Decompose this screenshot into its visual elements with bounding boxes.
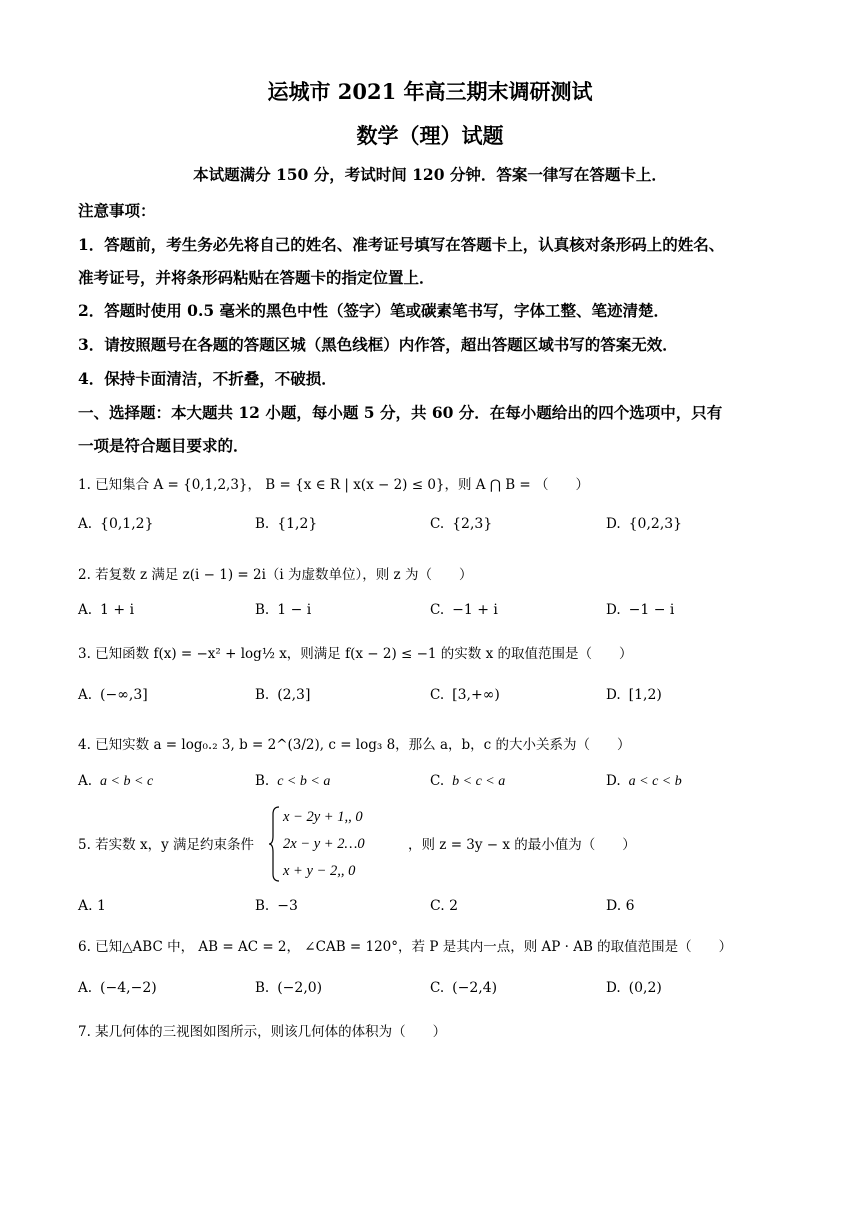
exam-subtitle: 数学（理）试题	[356, 123, 504, 148]
question-2-options	[78, 602, 798, 626]
option-a: A. (−4,−2)	[78, 980, 157, 996]
option-b: B. (2,3]	[255, 687, 311, 703]
option-d: D. 6	[606, 898, 635, 914]
note-2: 2．答题时使用 0.5 毫米的黑色中性（签字）笔或碳素笔书写，字体工整、笔迹清楚．	[78, 301, 670, 320]
question-1-options	[78, 516, 798, 540]
option-d: D. −1 − i	[606, 602, 675, 618]
option-b: B. (−2,0)	[255, 980, 323, 996]
question-5-stem	[78, 804, 778, 884]
option-a: A. 1 + i	[78, 602, 135, 618]
option-a: A. 1	[78, 898, 106, 914]
left-brace-icon	[268, 806, 280, 882]
note-4: 4．保持卡面清洁，不折叠，不破损．	[78, 369, 337, 388]
constraint-3: x + y − 2,, 0	[283, 863, 356, 879]
option-d: D. a < c < b	[606, 773, 682, 789]
constraint-1: x − 2y + 1,, 0	[283, 809, 363, 825]
option-a: A. (−∞,3]	[78, 687, 148, 703]
section-heading-line2: 一项是符合题目要求的．	[78, 436, 249, 455]
note-1b: 准考证号，并将条形码粘贴在答题卡的指定位置上．	[78, 268, 435, 287]
option-b: B. c < b < a	[255, 773, 331, 789]
question-4-options	[78, 773, 798, 797]
option-c: C. {2,3}	[430, 516, 493, 532]
question-6-stem: 6. 已知△ABC 中， AB = AC = 2， ∠CAB = 120°，若 P 是其内一点，则 AP · AB 的取值范围是（ ）	[78, 939, 733, 955]
option-d: D. [1,2)	[606, 687, 662, 703]
question-5-stem-pre: 5. 若实数 x，y 满足约束条件	[78, 837, 254, 853]
constraint-2: 2x − y + 2…0	[283, 836, 365, 852]
option-b: B. 1 − i	[255, 602, 312, 618]
question-1-stem: 1. 已知集合 A = {0,1,2,3}， B = {x ∈ R | x(x − 2) ≤ 0}，则 A ⋂ B = （ ）	[78, 477, 590, 493]
option-a: A. {0,1,2}	[78, 516, 154, 532]
question-2-stem: 2. 若复数 z 满足 z(i − 1) = 2i（i 为虚数单位），则 z 为（ ）	[78, 567, 473, 583]
option-b: B. −3	[255, 898, 298, 914]
question-5-options	[78, 898, 798, 922]
section-heading-line1: 一、选择题：本大题共 12 小题，每小题 5 分，共 60 分．在每小题给出的四个选项中，只有	[78, 403, 723, 422]
option-a: A. a < b < c	[78, 773, 154, 789]
note-1a: 1．答题前，考生务必先将自己的姓名、准考证号填写在答题卡上，认真核对条形码上的姓名、	[78, 235, 725, 254]
question-3-options	[78, 687, 798, 711]
option-d: D. (0,2)	[606, 980, 662, 996]
question-4-stem: 4. 已知实数 a = log₀.₂ 3, b = 2^(3/2), c = log₃ 8，那么 a，b，c 的大小关系为（ ）	[78, 737, 631, 753]
notes-heading: 注意事项：	[78, 201, 156, 220]
option-b: B. {1,2}	[255, 516, 318, 532]
question-7-stem: 7. 某几何体的三视图如图所示，则该几何体的体积为（ ）	[78, 1024, 447, 1040]
option-c: C. 2	[430, 898, 459, 914]
question-5-stem-post: ，则 z = 3y − x 的最小值为（ ）	[408, 837, 636, 853]
option-c: C. (−2,4)	[430, 980, 498, 996]
exam-title: 运城市 2021 年高三期末调研测试	[267, 79, 593, 104]
option-c: C. [3,+∞)	[430, 687, 500, 703]
option-c: C. b < c < a	[430, 773, 506, 789]
constraint-system	[283, 804, 365, 885]
option-d: D. {0,2,3}	[606, 516, 683, 532]
note-3: 3．请按照题号在各题的答题区城（黑色线框）内作答，超出答题区域书写的答案无效．	[78, 335, 678, 354]
question-6-options	[78, 980, 798, 1004]
option-c: C. −1 + i	[430, 602, 498, 618]
question-3-stem: 3. 已知函数 f(x) = −x² + log½ x，则满足 f(x − 2) ≤ −1 的实数 x 的取值范围是（ ）	[78, 646, 633, 662]
exam-intro: 本试题满分 150 分，考试时间 120 分钟．答案一律写在答题卡上．	[193, 165, 667, 184]
